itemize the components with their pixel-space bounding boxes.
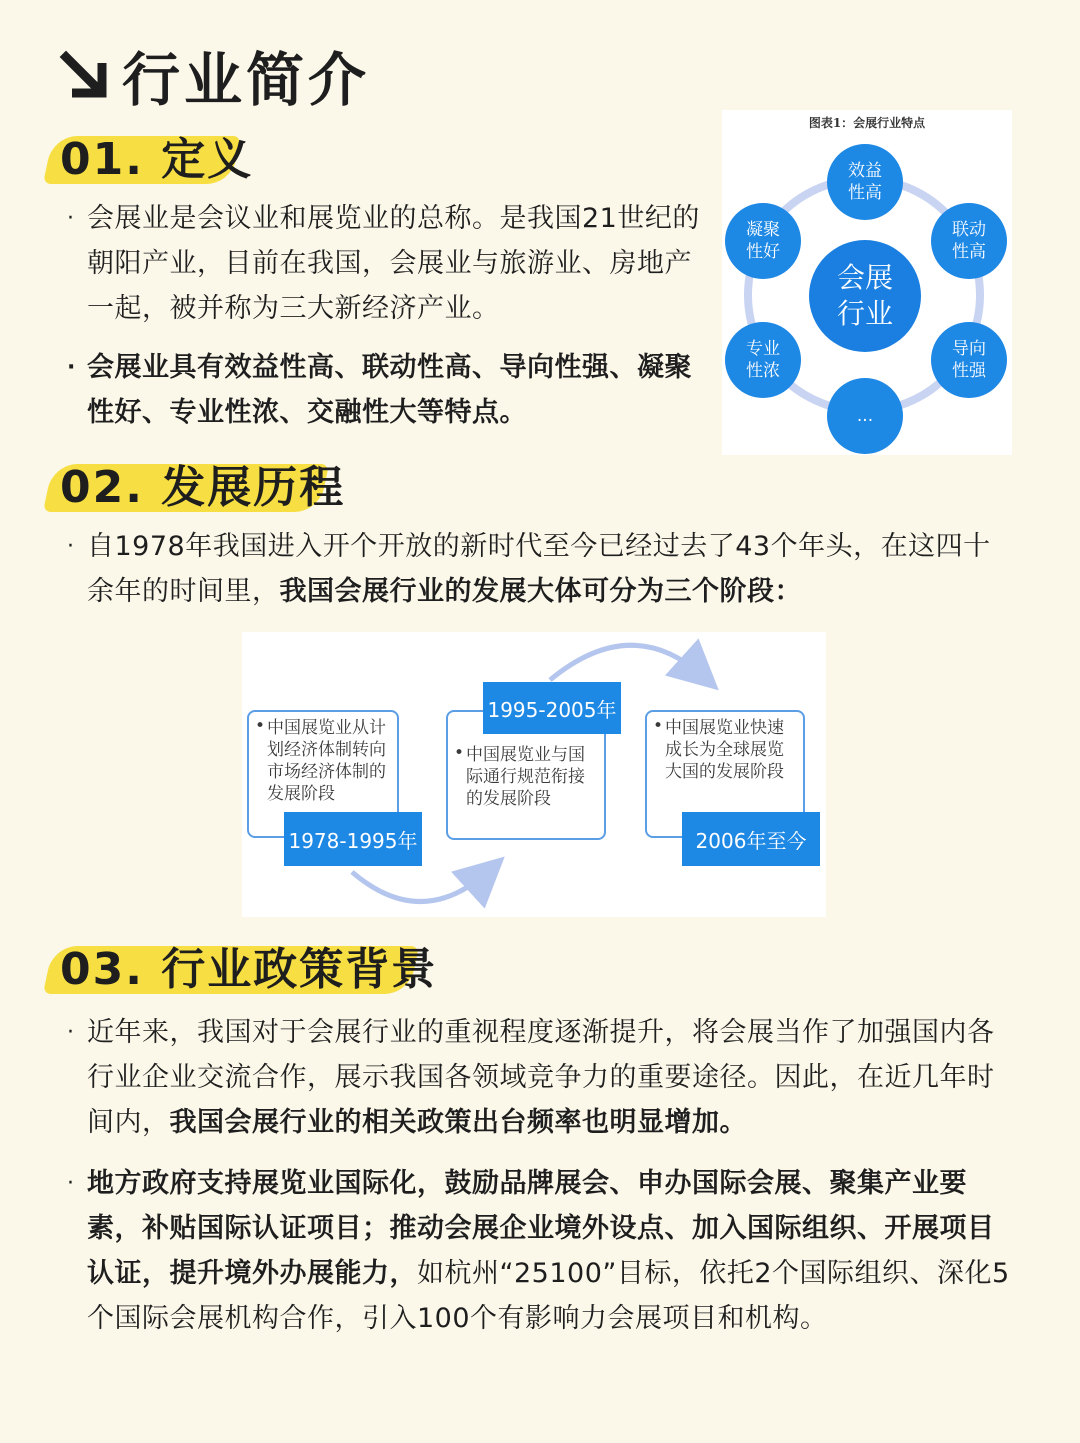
stage-period-1: 1978-1995年 — [284, 812, 422, 866]
industry-features-figure — [722, 110, 1012, 455]
section-heading-policy: 03. 行业政策背景 — [48, 940, 437, 1000]
feature-node: 效益性高 — [827, 144, 903, 220]
development-stages-figure — [242, 632, 826, 917]
page-title-text: 行业简介 — [122, 46, 371, 114]
feature-node: ... — [827, 378, 903, 454]
policy-paragraph-1: · 近年来，我国对于会展行业的重视程度逐渐提升，将会展当作了加强国内各行业企业交流合作，展示我国各领域竞争力的重要途径。因此，在近几年时间内，我国会展行业的相关政策出台频率也明显增加。 — [67, 1017, 995, 1138]
feature-node: 凝聚性好 — [725, 203, 801, 279]
section-heading-definition: 01. 定义 — [48, 130, 253, 190]
feature-node: 导向性强 — [931, 322, 1007, 398]
stage-card-2: 中国展览业与国际通行规范衔接的发展阶段 • — [446, 710, 606, 840]
stage-card-3: 中国展览业快速成长为全球展览大国的发展阶段 • — [645, 710, 805, 838]
definition-paragraph-2: · 会展业具有效益性高、联动性高、导向性强、凝聚性好、专业性浓、交融性大等特点。 — [67, 352, 692, 428]
feature-node: 专业性浓 — [725, 322, 801, 398]
definition-paragraph-1: · 会展业是会议业和展览业的总称。是我国21世纪的朝阳产业，目前在我国，会展业与旅游业、房地产一起，被并称为三大新经济产业。 — [67, 203, 700, 324]
stage-period-2: 1995-2005年 — [483, 682, 621, 734]
feature-node: 联动性高 — [931, 203, 1007, 279]
history-paragraph: · 自1978年我国进入开个开放的新时代至今已经过去了43个年头，在这四十余年的时间里，我国会展行业的发展大体可分为三个阶段： — [67, 531, 991, 607]
section-heading-history: 02. 发展历程 — [48, 458, 345, 518]
arrow-down-right-icon — [58, 49, 110, 101]
figure-caption: 图表1：会展行业特点 — [808, 116, 926, 130]
page-title — [58, 40, 371, 114]
center-node: 会展行业 — [809, 240, 921, 352]
stage-period-3: 2006年至今 — [682, 812, 820, 866]
stage-card-1: 中国展览业从计划经济体制转向市场经济体制的发展阶段 • — [247, 710, 399, 838]
policy-paragraph-2: · 地方政府支持展览业国际化，鼓励品牌展会、申办国际会展、聚集产业要素，补贴国际认证项目；推动会展企业境外设点、加入国际组织、开展项目认证，提升境外办展能力，如杭州“25100”目标，依托2个国际组织、深化5个国际会展机构合作，引入100个有影响力会展项目和机构。 — [67, 1168, 1010, 1334]
